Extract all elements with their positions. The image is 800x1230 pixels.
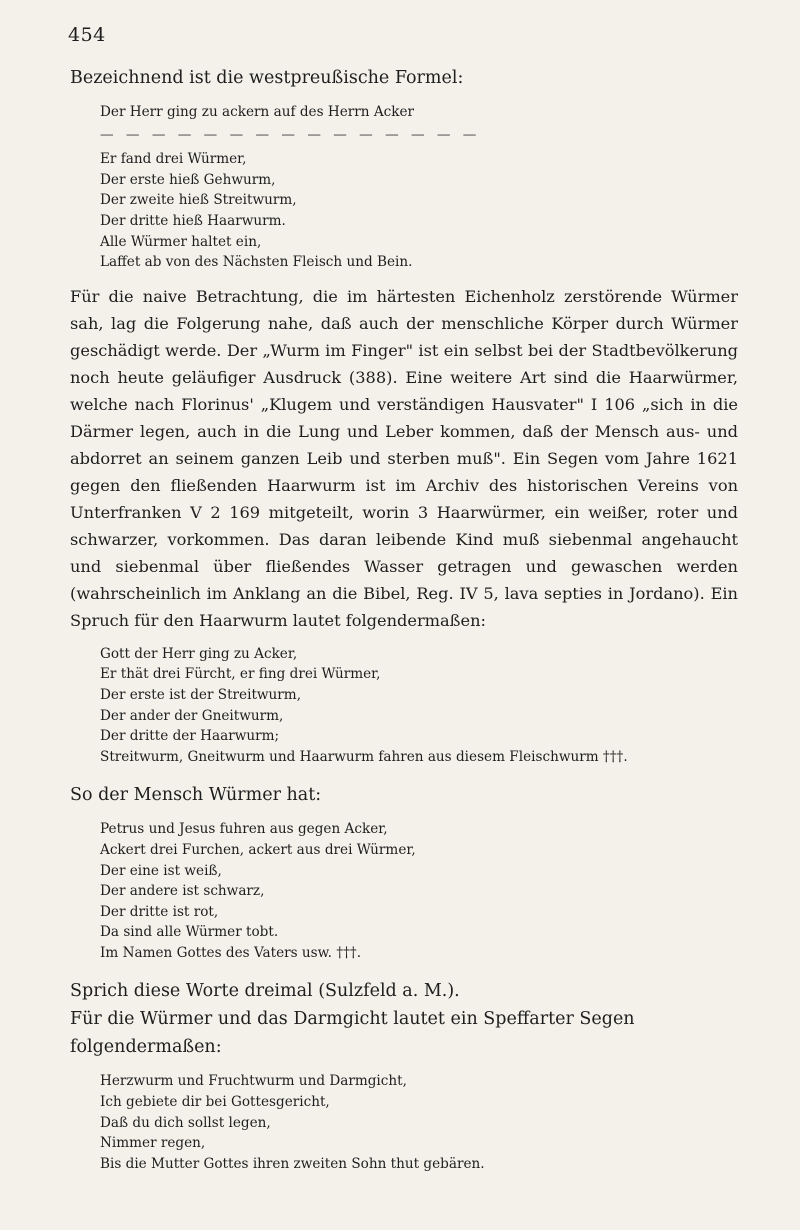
verse-line: Der andere ist schwarz, — [100, 883, 265, 900]
verse-line: Streitwurm, Gneitwurm und Haarwurm fahren aus diesem Fleischwurm †††. — [100, 748, 628, 765]
verse-line: Nimmer regen, — [100, 1135, 206, 1152]
verse-line: Der dritte ist rot, — [100, 903, 219, 920]
verse-line: Laffet ab von des Nächsten Fleisch und Bein. — [100, 254, 413, 271]
page-body — [70, 64, 738, 1174]
verse-line: Alle Würmer haltet ein, — [100, 233, 262, 250]
verse-line: Er thät drei Fürcht, er fing drei Würmer, — [100, 666, 381, 683]
paragraph-instruction: Sprich diese Worte dreimal (Sulzfeld a. M.). — [70, 981, 460, 1002]
verse-line: Der dritte hieß Haarwurm. — [100, 212, 286, 229]
verse-block-2 — [70, 644, 738, 768]
paragraph-intro-3: Für die Würmer und das Darmgicht lautet ein Speffarter Segen folgendermaßen: — [70, 1009, 635, 1058]
verse-block-3 — [70, 819, 738, 963]
verse-line: Da sind alle Würmer tobt. — [100, 924, 279, 941]
verse-line: Ackert drei Furchen, ackert aus drei Würmer, — [100, 841, 416, 858]
verse-line: Herzwurm und Fruchtwurm und Darmgicht, — [100, 1073, 407, 1090]
paragraph-main: Für die naive Betrachtung, die im härtesten Eichenholz zerstörende Würmer sah, lag die Folgerung nahe, daß auch der menschliche Körper durch Würmer geschädigt werde. Der „Wurm im Finger" ist ein selbst bei der Stadtbevölkerung noch heute geläufiger Ausdruck (388). Eine weitere Art sind die Haarwürmer, welche nach Florinus' „Klugem und verständigen Hausvater" I 106 „sich in die Därmer legen, auch in die Lung und Leber kommen, daß der Mensch aus- und abdorret an seinem ganzen Leib und sterben muß". Ein Segen vom Jahre 1621 gegen den fließenden Haarwurm ist im Archiv des historischen Vereins von Unterfranken V 2 169 mitgeteilt, worin 3 Haarwürmer, ein weißer, roter und schwarzer, vorkommen. Das daran leibende Kind muß siebenmal angehaucht und siebenmal über fließendes Wasser getragen und gewaschen werden (wahrscheinlich im Anklang an die Bibel, Reg. IV 5, lava septies in Jordano). Ein Spruch für den Haarwurm lautet folgendermaßen: — [70, 286, 738, 630]
verse-line: Petrus und Jesus fuhren aus gegen Acker, — [100, 821, 388, 838]
verse-block-1 — [70, 102, 738, 273]
verse-line: Er fand drei Würmer, — [100, 151, 247, 168]
verse-block-4 — [70, 1071, 738, 1174]
verse-line: Der Herr ging zu ackern auf des Herrn Acker — [100, 104, 415, 120]
verse-omission-dashes: — — — — — — — — — — — — — — — — [100, 126, 481, 143]
verse-line: Der ander der Gneitwurm, — [100, 707, 284, 724]
verse-line: Gott der Herr ging zu Acker, — [100, 645, 298, 662]
verse-line: Der erste ist der Streitwurm, — [100, 686, 302, 703]
verse-line: Daß du dich sollst legen, — [100, 1114, 271, 1131]
verse-line: Der dritte der Haarwurm; — [100, 728, 280, 745]
verse-line: Der erste hieß Gehwurm, — [100, 171, 276, 188]
paragraph-intro-2: So der Mensch Würmer hat: — [70, 785, 322, 806]
verse-line: Der zweite hieß Streitwurm, — [100, 192, 297, 209]
verse-line: Bis die Mutter Gottes ihren zweiten Sohn thut gebären. — [100, 1155, 485, 1172]
verse-line: Ich gebiete dir bei Gottesgericht, — [100, 1094, 330, 1111]
page-number: 454 — [68, 24, 106, 46]
heading-line: Bezeichnend ist die westpreußische Formel: — [70, 68, 464, 88]
verse-line: Der eine ist weiß, — [100, 862, 222, 879]
verse-line: Im Namen Gottes des Vaters usw. †††. — [100, 944, 362, 961]
